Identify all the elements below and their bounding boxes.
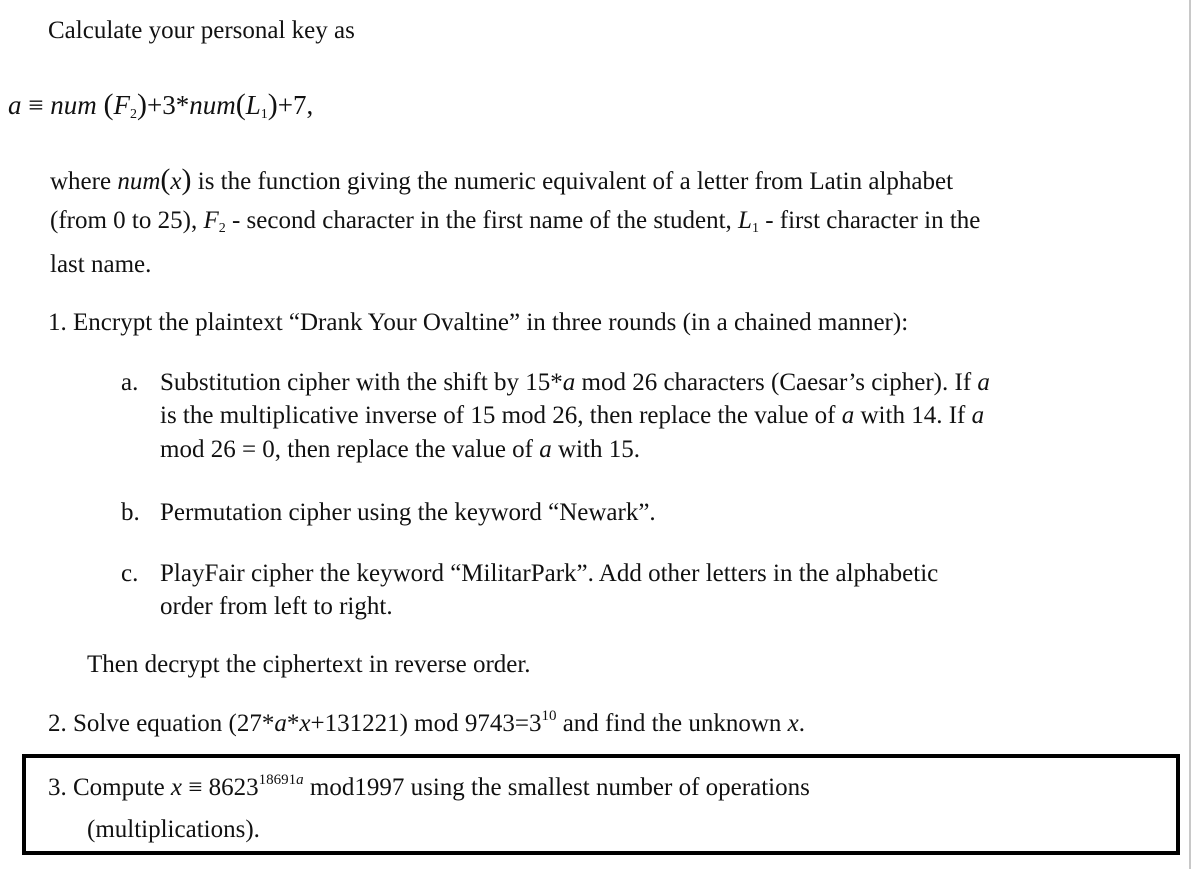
item-3-base: 8623 [208, 774, 259, 801]
where-text-1: is the function giving the numeric equivalent of a letter from Latin alphabet [197, 168, 954, 195]
item-3-line-2: (multiplications). [87, 816, 260, 843]
formula-plus-3: +3* [146, 90, 190, 120]
where-text-4: - first character in the [765, 207, 981, 234]
item-3-post: mod1997 using the smallest number of operations [309, 774, 810, 801]
item-3-pre: Compute [73, 774, 165, 801]
item-a-l3-pre: mod 26 = 0, then replace the value of [160, 436, 533, 463]
item-a-l1-pre: Substitution cipher with the shift by 15* [160, 369, 563, 396]
item-3-x: x [170, 774, 183, 801]
formula-equiv: ≡ [28, 90, 44, 120]
formula-F: F [113, 90, 130, 120]
formula-num-2: num [189, 90, 236, 120]
where-F-sub: 2 [218, 221, 226, 236]
formula-a: a [8, 90, 22, 120]
item-2-post: and find the unknown [562, 710, 782, 737]
item-3-line-1 [48, 772, 810, 802]
where-line-2 [50, 207, 980, 236]
item-1 [48, 309, 908, 337]
item-3-exponent: 18691 [258, 772, 297, 788]
page-right-border [1189, 0, 1191, 869]
item-2-mid: +131221) mod 9743=3 [310, 710, 542, 737]
item-a-l3-post: with 15. [558, 436, 640, 463]
where-line-3: last name. [50, 251, 152, 278]
item-2-pre: Solve equation (27* [73, 710, 275, 737]
formula-F-sub: 2 [129, 107, 137, 122]
item-a-l2-a2: a [971, 402, 985, 429]
item-3-equiv: ≡ [188, 774, 203, 801]
item-b-text: Permutation cipher using the keyword “Newark”. [160, 499, 656, 526]
where-word: where [50, 168, 112, 195]
intro-text: Calculate your personal key as [48, 17, 355, 44]
formula-tail: +7, [277, 90, 314, 120]
item-2-x2: x [787, 710, 799, 737]
where-num: num [117, 168, 161, 195]
item-1-number: 1. [48, 309, 67, 336]
item-a-line-3 [160, 436, 640, 464]
item-a-l3-a: a [539, 436, 552, 463]
item-c-letter: c. [121, 560, 139, 587]
item-a-line-1 [160, 369, 990, 397]
formula-num-1: num [50, 90, 97, 120]
item-a-letter: a. [121, 369, 139, 396]
where-L: L [738, 207, 752, 234]
item-2-a: a [274, 710, 287, 737]
where-text-2: (from 0 to 25), [50, 207, 198, 234]
item-2 [48, 708, 805, 738]
where-line-1: where num(x) is the function giving the numeric equivalent of a letter from Latin alphabet [50, 163, 954, 196]
item-c-line-1: PlayFair cipher the keyword “MilitarPark”. Add other letters in the alphabetic [160, 560, 939, 587]
item-2-x: x [299, 710, 311, 737]
item-a-l2-a: a [841, 402, 855, 429]
item-2-dot: . [798, 710, 806, 737]
item-2-number: 2. [48, 710, 67, 737]
item-a-line-2 [160, 402, 984, 430]
item-c-line-2: order from left to right. [160, 593, 393, 620]
where-x: x [170, 168, 182, 195]
formula-L-sub: 1 [260, 107, 268, 122]
where-L-sub: 1 [751, 221, 759, 236]
item-a-l2-pre: is the multiplicative inverse of 15 mod 26, then replace the value of [160, 402, 836, 429]
item-2-star: * [286, 710, 300, 737]
item-a-l1-a2: a [977, 369, 990, 396]
item-3-exponent-a: a [296, 772, 304, 788]
where-F: F [203, 207, 219, 234]
key-formula: a ≡ num $(F_2)+3*num(L_1)+7$, [8, 88, 314, 122]
item-a-l2-post: with 14. If [860, 402, 966, 429]
item-a-l1-mid: mod 26 characters (Caesar’s cipher). If [581, 369, 972, 396]
item-3-number: 3. [48, 774, 67, 801]
item-2-exponent: 10 [541, 708, 557, 724]
item-a-l1-a1: a [562, 369, 576, 396]
item-b-letter: b. [121, 499, 140, 526]
item-1-text: Encrypt the plaintext “Drank Your Ovaltine” in three rounds (in a chained manner): [73, 309, 909, 336]
then-text: Then decrypt the ciphertext in reverse order. [87, 651, 531, 678]
formula-L: L [245, 90, 261, 120]
where-text-3: - second character in the first name of the student, [231, 207, 732, 234]
